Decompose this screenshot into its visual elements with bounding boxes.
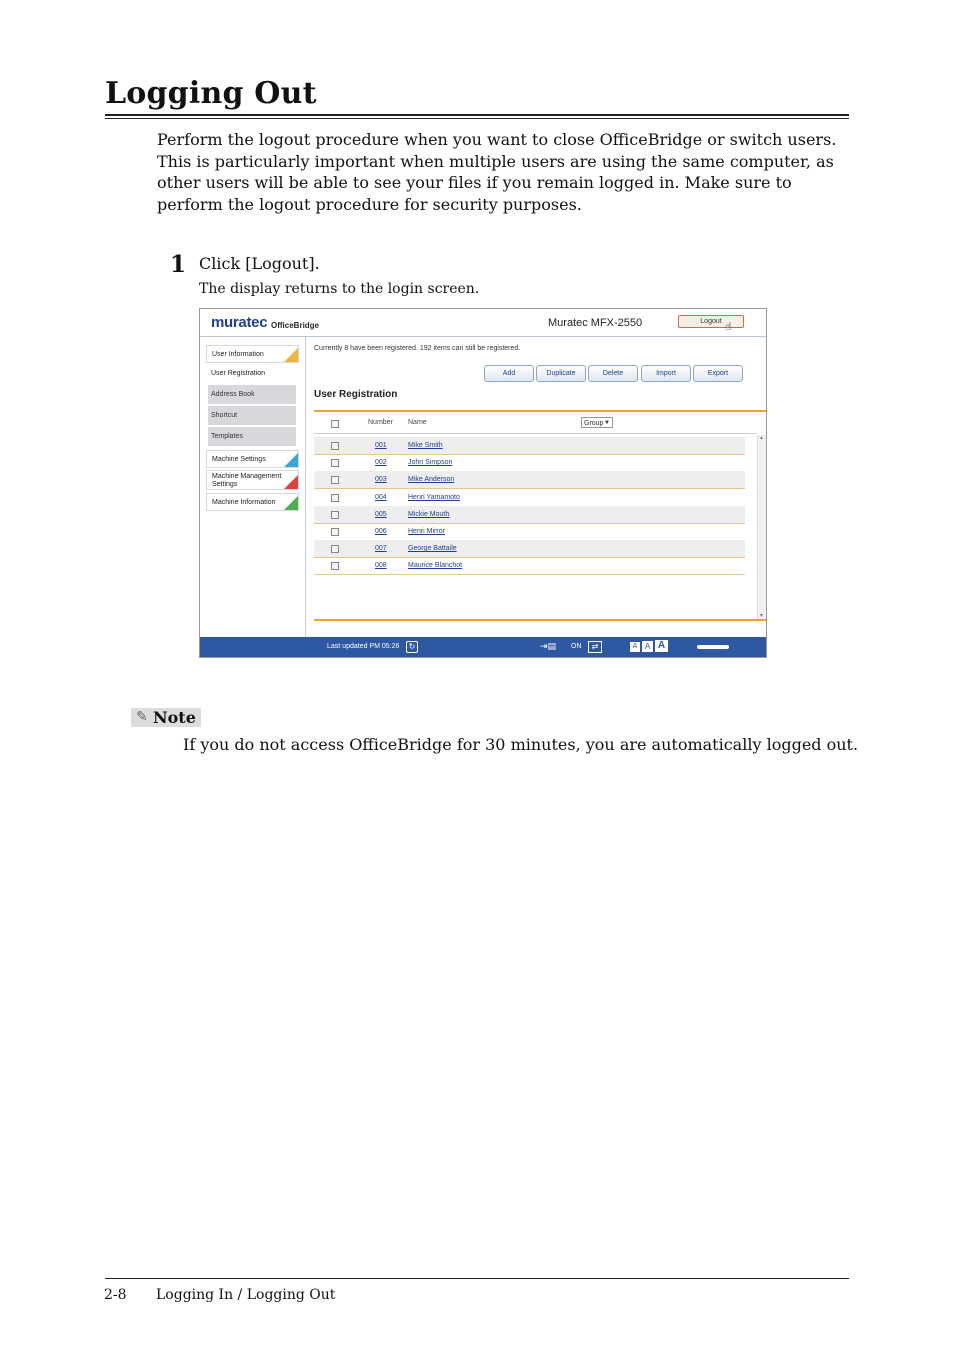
sidebar-item-templates[interactable]: Templates [208,427,296,447]
delete-button[interactable]: Delete [588,365,638,382]
note-text: If you do not access OfficeBridge for 30 minutes, you are automatically logged out. [183,735,859,754]
last-updated: Last updated PM 05:26 [327,643,400,650]
add-button[interactable]: Add [484,365,534,382]
table-row[interactable] [314,523,745,541]
title-rule-thin [105,118,849,119]
sidebar-item-machine-management[interactable] [206,470,299,490]
export-button[interactable]: Export [693,365,743,382]
pencil-icon: ✎ [136,709,148,725]
muratec-logo: muratec [211,314,268,331]
officebridge-logo: OfficeBridge [271,321,320,330]
scrollbar[interactable] [757,435,766,619]
user-name-link[interactable]: Maurice Blanchot [408,562,463,570]
footer-rule [105,1278,849,1279]
chevron-down-icon: ▼ [604,420,610,426]
screen-switch-icon[interactable]: ⇄ [588,641,602,653]
sidebar-item-address-book[interactable]: Address Book [208,385,296,405]
column-name: Name [408,419,427,426]
corner-tab-icon [284,348,298,362]
row-checkbox[interactable] [331,545,339,553]
user-name-link[interactable]: Mike Anderson [408,476,455,484]
scroll-down-icon[interactable]: ▼ [759,613,764,619]
section-divider [314,410,766,412]
list-bottom-divider [314,619,766,621]
sidebar-item-shortcut[interactable]: Shortcut [208,406,296,426]
sidebar-item-user-information[interactable] [206,345,299,363]
auto-refresh-icon[interactable]: ⇥▤ [540,641,557,651]
auto-refresh-status: ON [571,643,582,650]
user-name-link[interactable]: Mickie Mouth [408,510,450,518]
title-rule [105,114,849,116]
registration-count: Currently 8 have been registered. 192 items can still be registered. [314,345,521,352]
table-row[interactable] [314,489,745,507]
font-small-button[interactable]: A [630,642,640,652]
font-medium-button[interactable]: A [642,641,653,652]
font-large-button[interactable]: A [655,640,668,652]
user-name-link[interactable]: Henri Mirror [408,528,445,535]
table-row[interactable] [314,454,745,472]
user-number-link[interactable]: 006 [375,528,387,535]
model-name: Muratec MFX-2550 [548,317,643,329]
note-label: Note [153,708,196,727]
duplicate-button[interactable]: Duplicate [536,365,586,382]
hand-cursor-icon: ☝ [725,321,732,333]
page-title: Logging Out [105,76,317,111]
sidebar-item-machine-information[interactable] [206,493,299,511]
group-dropdown[interactable] [581,417,613,428]
user-name-link[interactable]: Henri Yamamoto [408,493,460,501]
refresh-icon[interactable]: ↻ [406,641,418,653]
row-checkbox[interactable] [331,511,339,519]
progress-bar [697,645,729,649]
row-checkbox[interactable] [331,459,339,467]
step-result: The display returns to the login screen. [199,281,480,297]
sidebar-item-label: Machine Information [212,499,276,506]
step-instruction: Click [Logout]. [199,254,320,273]
user-name-link[interactable]: John Simpson [408,459,453,467]
corner-tab-icon [284,496,298,510]
user-number-link[interactable]: 002 [375,459,387,467]
import-button[interactable]: Import [641,365,691,382]
table-row[interactable] [314,471,745,489]
scroll-up-icon[interactable]: ▲ [759,435,764,441]
row-checkbox[interactable] [331,562,339,570]
header-divider [314,433,757,434]
section-name: Logging In / Logging Out [156,1287,336,1303]
user-name-link[interactable]: Mike Smith [408,442,443,449]
status-bar [200,637,766,657]
user-number-link[interactable]: 003 [375,476,387,484]
corner-tab-icon [284,453,298,467]
logout-button[interactable]: Logout [678,315,744,328]
user-number-link[interactable]: 001 [375,442,387,449]
user-number-link[interactable]: 005 [375,510,387,518]
row-checkbox[interactable] [331,476,339,484]
table-row[interactable] [314,506,745,524]
row-checkbox[interactable] [331,442,339,450]
page-number: 2-8 [104,1287,127,1303]
sidebar-item-label: User Information [212,351,264,358]
group-dropdown-label: Group [584,420,604,427]
table-row[interactable] [314,557,745,575]
officebridge-screenshot [199,308,767,658]
sidebar [200,337,306,637]
table-row[interactable] [314,437,745,455]
sidebar-item-label: Machine Management Settings [212,473,282,488]
corner-tab-icon [284,475,298,489]
row-checkbox[interactable] [331,494,339,502]
sidebar-item-machine-settings[interactable] [206,450,299,468]
sidebar-item-user-registration[interactable]: User Registration [211,370,266,377]
column-number: Number [368,419,393,426]
intro-paragraph: Perform the logout procedure when you want to close OfficeBridge or switch users. This is particularly important when multiple users are using the same computer, as other users will be able to see your files if you remain logged in. Make sure to perform the logout procedure for security purposes. [157,130,837,214]
user-number-link[interactable]: 004 [375,493,387,501]
user-number-link[interactable]: 008 [375,562,387,570]
step-number: 1 [170,251,187,278]
table-row[interactable] [314,540,745,558]
user-name-link[interactable]: George Battaile [408,545,457,553]
sidebar-item-label: Machine Settings [212,456,266,463]
row-checkbox[interactable] [331,528,339,536]
section-title: User Registration [314,389,398,400]
user-number-link[interactable]: 007 [375,545,387,553]
select-all-checkbox[interactable] [331,420,339,428]
